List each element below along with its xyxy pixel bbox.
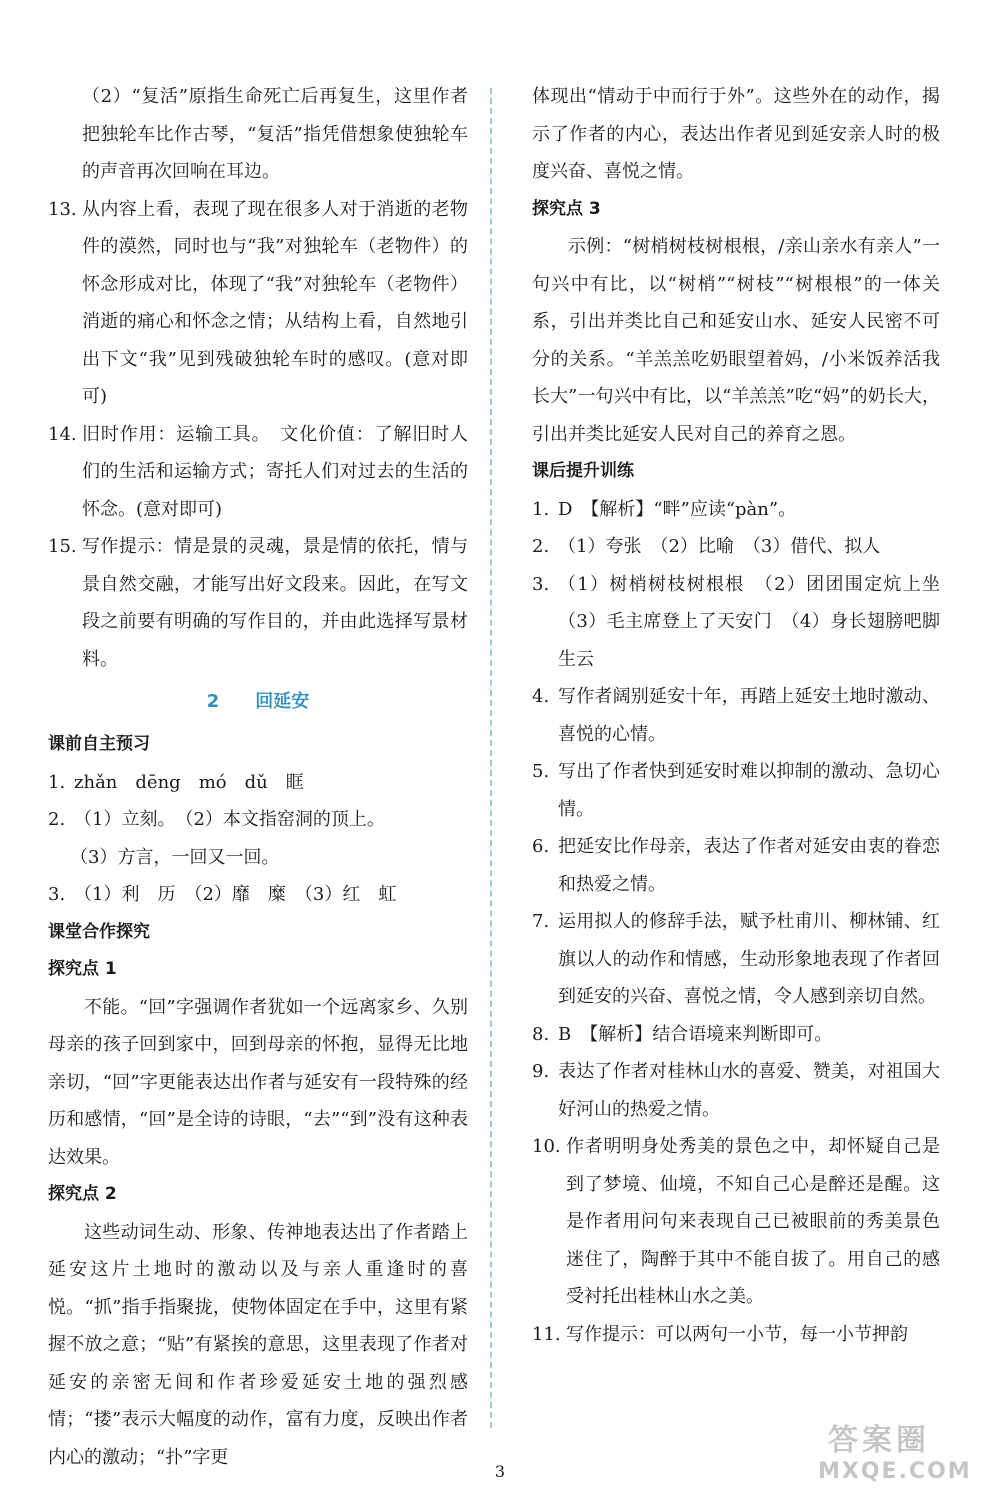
item-text: B 【解析】结合语境来判断即可。 xyxy=(558,1023,833,1045)
explore-point-2-label: 探究点 2 xyxy=(48,1184,117,1204)
practice-item-5 xyxy=(532,753,940,828)
section-heading-explore: 课堂合作探究 xyxy=(48,921,150,942)
item-number: 5. xyxy=(532,761,550,782)
item-number: 15. xyxy=(48,536,77,557)
item-text: 运用拟人的修辞手法，赋予杜甫川、柳林铺、红旗以人的动作和情感，生动形象地表现了作者回到延安的兴奋、喜悦之情，令人感到亲切自然。 xyxy=(558,911,940,1007)
item-text: 作者明明身处秀美的景色之中，却怀疑自己是到了梦境、仙境，不知自己心是醉还是醒。这是作者用问句来表现自己已被眼前的秀美景色迷住了，陶醉于其中不能自拔了。用自己的感受衬托出桂林山水之美。 xyxy=(566,1136,940,1307)
item-number: 8. xyxy=(532,1023,550,1045)
item-text: （3）方言，一回又一回。 xyxy=(70,846,280,868)
item-text: （1）夸张 （2）比喻 （3）借代、拟人 xyxy=(558,536,881,557)
answer-item-14 xyxy=(48,416,468,529)
item-number: 1. xyxy=(48,771,66,793)
item-number: 10. xyxy=(532,1136,561,1157)
item-text: 写作提示：情是景的灵魂，景是情的依托，情与景自然交融，才能写出好文段来。因此，在写文段之前要有明确的写作目的，并由此选择写景材料。 xyxy=(82,536,468,670)
answer-item-15 xyxy=(48,528,468,678)
item-number: 4. xyxy=(532,686,550,707)
explore-point-1-text: 不能。“回”字强调作者犹如一个远离家乡、久别母亲的孩子回到家中，回到母亲的怀抱，显得无比地亲切，“回”字更能表达出作者与延安有一段特殊的经历和感情，“回”是全诗的诗眼，“去”“到”没有这种表达效果。 xyxy=(48,996,468,1168)
explore-point-2-continued: 体现出“情动于中而行于外”。这些外在的动作，揭示了作者的内心，表达出作者见到延安亲人时的极度兴奋、喜悦之情。 xyxy=(532,86,940,182)
item-number: 9. xyxy=(532,1061,550,1082)
explore-point-2-text: 这些动词生动、形象、传神地表达出了作者踏上延安这片土地时的激动以及与亲人重逢时的喜悦。“抓”指手指聚拢，使物体固定在手中，这里有紧握不放之意；“贴”有紧挨的意思，这里表现了作者对延安的亲密无间和作者珍爱延安土地的强烈感情；“搂”表示大幅度的动作，富有力度，反映出作者内心的激动；“扑”字更 xyxy=(48,1221,468,1468)
watermark-logo xyxy=(808,1413,986,1495)
practice-item-3 xyxy=(532,566,958,679)
item-number: 13. xyxy=(48,198,77,220)
section-heading-practice: 课后提升训练 xyxy=(532,461,634,481)
practice-item-4 xyxy=(532,678,940,753)
explore-point-3-text: 示例：“树梢树枝树根根，/亲山亲水有亲人”一句兴中有比，以“树梢”“树枝”“树根根”的一体关系，引出并类比自己和延安山水、延安人民密不可分的关系。“羊羔羔吃奶眼望着妈，/小米饭养活我长大”一句兴中有比，以“羊羔羔”吃“妈”的奶长大，引出并类比延安人民对自己的养育之恩。 xyxy=(532,236,940,445)
practice-item-8 xyxy=(532,1016,940,1054)
answer-item-12-2 xyxy=(48,78,468,191)
item-text: （1）立刻。 （2）本文指窑洞的顶上。 xyxy=(74,809,385,830)
item-text: （2）“复活”原指生命死亡后再复生，这里作者把独轮车比作古琴，“复活”指凭借想象使独轮车的声音再次回响在耳边。 xyxy=(82,86,468,182)
practice-item-1 xyxy=(532,491,940,529)
item-number: 6. xyxy=(532,836,550,857)
item-number: 7. xyxy=(532,911,550,932)
item-text: 旧时作用：运输工具。 文化价值：了解旧时人们的生活和运输方式；寄托人们对过去的生活的怀念。(意对即可) xyxy=(82,423,468,520)
item-text: 把延安比作母亲，表达了作者对延安由衷的眷恋和热爱之情。 xyxy=(558,836,940,895)
practice-item-11 xyxy=(532,1316,940,1354)
left-column xyxy=(48,78,468,1476)
item-number: 3. xyxy=(532,573,550,595)
item-text: 写作提示：可以两句一小节，每一小节押韵 xyxy=(566,1323,908,1345)
item-number: 11. xyxy=(532,1323,561,1345)
right-column xyxy=(532,78,958,1353)
practice-item-9 xyxy=(532,1053,940,1128)
preview-item-2 xyxy=(48,801,468,839)
explore-point-1-label: 探究点 1 xyxy=(48,959,117,979)
practice-item-2 xyxy=(532,528,940,566)
item-text: 从内容上看，表现了现在很多人对于消逝的老物件的漠然，同时也与“我”对独轮车（老物件）的怀念形成对比，体现了“我”对独轮车（老物件）消逝的痛心和怀念之情；从结构上看，自然地引出下文“我”见到残破独轮车时的感叹。(意对即可) xyxy=(82,198,468,407)
item-number: 14. xyxy=(48,423,77,445)
item-text: （1）树梢树枝树根根 （2）团团围定炕上坐 （3）毛主席登上了天安门 （4）身长翅膀吧脚生云 xyxy=(558,573,958,670)
practice-item-10 xyxy=(532,1128,940,1316)
watermark-url: MXQE.COM xyxy=(818,1459,972,1484)
explore-point-3-label: 探究点 3 xyxy=(532,198,601,219)
item-number: 2. xyxy=(48,809,66,830)
item-number: 3. xyxy=(48,884,66,905)
preview-item-1 xyxy=(48,764,468,802)
item-text: 表达了作者对桂林山水的喜爱、赞美，对祖国大好河山的热爱之情。 xyxy=(558,1061,940,1120)
page-number: 3 xyxy=(494,1462,506,1481)
column-divider xyxy=(490,88,492,1428)
item-number: 2. xyxy=(532,536,550,557)
item-text: zhǎn dēng mó dǔ 眶 xyxy=(74,771,304,793)
answer-item-13 xyxy=(48,191,468,416)
lesson-title xyxy=(48,678,468,726)
preview-item-2-3 xyxy=(48,839,468,877)
item-text: 写作者阔别延安十年，再踏上延安土地时激动、喜悦的心情。 xyxy=(558,686,940,745)
lesson-name: 回延安 xyxy=(255,691,310,712)
watermark-text: 答案圈 xyxy=(828,1423,930,1458)
practice-item-6 xyxy=(532,828,940,903)
section-heading-preview: 课前自主预习 xyxy=(48,734,150,754)
lesson-number: 2 xyxy=(206,691,220,712)
practice-item-7 xyxy=(532,903,940,1016)
preview-item-3 xyxy=(48,876,468,914)
item-text: 写出了作者快到延安时难以抑制的激动、急切心情。 xyxy=(558,761,940,820)
item-number: 1. xyxy=(532,498,550,520)
item-text: （1）利 历 （2）靡 糜 （3）红 虹 xyxy=(74,884,397,905)
item-text: D 【解析】“畔”应读“pàn”。 xyxy=(558,498,797,520)
